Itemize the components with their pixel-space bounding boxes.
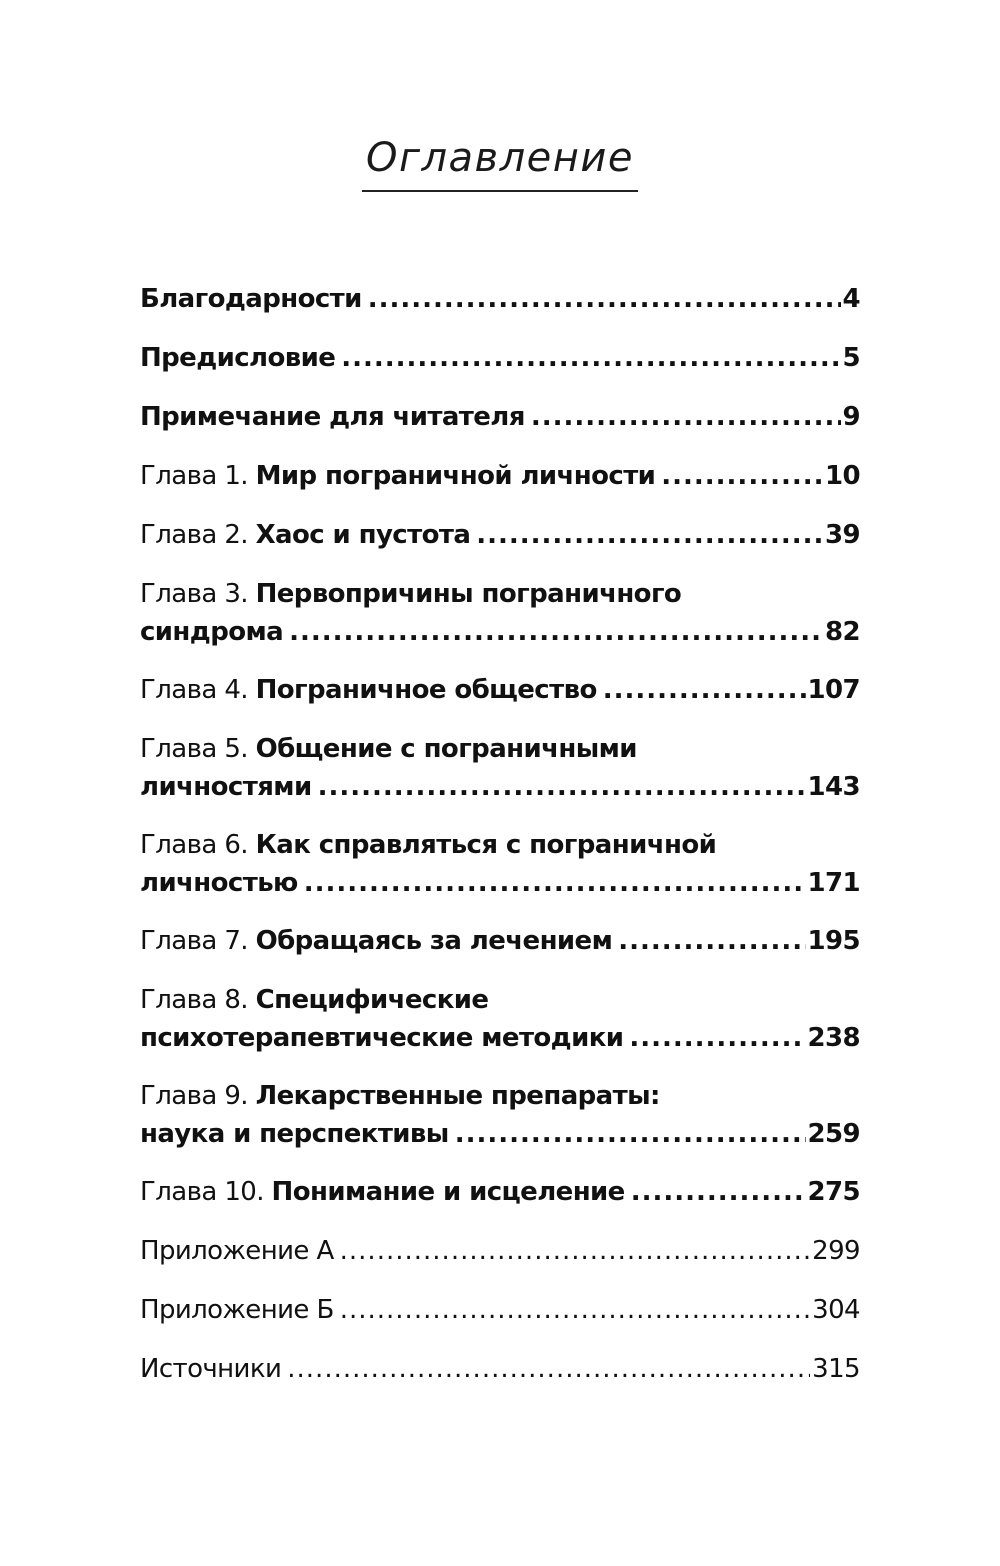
chapter-prefix: Глава 4. [140, 675, 256, 705]
dot-leader [476, 516, 823, 554]
chapter-prefix: Глава 5. [140, 734, 256, 764]
dot-leader [629, 1019, 805, 1057]
dot-leader [341, 339, 840, 377]
toc-entry-title: Обращаясь за лечением [255, 926, 613, 956]
toc-entry-line [140, 1232, 860, 1270]
dot-leader [340, 1232, 811, 1270]
toc-entry-chapter-1[interactable] [140, 457, 860, 495]
toc-entry-chapter-7[interactable] [140, 922, 860, 960]
toc-entry-title: Благодарности [140, 284, 362, 314]
toc-entry-page: 107 [807, 675, 860, 705]
toc-entry-chapter-3[interactable] [140, 575, 860, 651]
toc-entry-chapter-5[interactable] [140, 730, 860, 806]
toc-entry-page: 5 [842, 343, 860, 373]
dot-leader [531, 398, 841, 436]
dot-leader [603, 671, 806, 709]
toc-entry-page: 259 [807, 1119, 860, 1149]
dot-leader [340, 1291, 810, 1329]
chapter-prefix: Глава 7. [140, 926, 256, 956]
chapter-prefix: Глава 1. [140, 461, 256, 491]
toc-entry-page: 143 [807, 772, 860, 802]
toc-entry-line [140, 981, 860, 1019]
chapter-prefix: Глава 9. [140, 1081, 256, 1111]
toc-entry-chapter-6[interactable] [140, 826, 860, 902]
toc-entry-line [140, 339, 860, 377]
toc-entry-line [140, 671, 860, 709]
dot-leader [455, 1115, 806, 1153]
toc-entry-line [140, 1291, 860, 1329]
toc-header [0, 132, 1000, 192]
toc-entry-title: Первопричины пограничного [255, 579, 682, 609]
toc-entry-line [140, 398, 860, 436]
dot-leader [368, 280, 841, 318]
page-title: Оглавление [362, 132, 638, 192]
toc-entry-page: 299 [812, 1236, 860, 1266]
dot-leader [631, 1173, 806, 1211]
toc-entry-chapter-4[interactable] [140, 671, 860, 709]
toc-entry-page: 9 [842, 402, 860, 432]
dot-leader [318, 768, 806, 806]
toc-entry-page: 82 [825, 617, 860, 647]
chapter-prefix: Глава 6. [140, 830, 256, 860]
dot-leader [304, 864, 806, 902]
toc-entry-title: Примечание для читателя [140, 402, 525, 432]
toc-entry-line [140, 1115, 860, 1153]
toc-entry-line [140, 1077, 860, 1115]
toc-entry-reader-note[interactable] [140, 398, 860, 436]
toc-entry-chapter-9[interactable] [140, 1077, 860, 1153]
toc-entry-page: 4 [842, 284, 860, 314]
chapter-prefix: Глава 3. [140, 579, 256, 609]
toc-entry-chapter-10[interactable] [140, 1173, 860, 1211]
toc-entry-line [140, 922, 860, 960]
toc-entry-title: Общение с пограничными [255, 734, 637, 764]
toc-entry-title-cont: личностями [140, 772, 312, 802]
chapter-prefix: Глава 10. [140, 1177, 272, 1207]
dot-leader [287, 1350, 810, 1388]
toc-entry-line [140, 1173, 860, 1211]
toc-entry-title-cont: личностью [140, 868, 298, 898]
toc-entry-line [140, 1350, 860, 1388]
toc-entry-title: Хаос и пустота [255, 520, 471, 550]
table-of-contents [140, 280, 860, 1409]
toc-entry-page: 304 [812, 1295, 860, 1325]
toc-entry-page: 315 [812, 1354, 860, 1384]
toc-entry-title: Понимание и исцеление [271, 1177, 625, 1207]
toc-entry-line [140, 457, 860, 495]
dot-leader [289, 613, 823, 651]
toc-entry-title: Лекарственные препараты: [255, 1081, 660, 1111]
toc-entry-page: 171 [807, 868, 860, 898]
toc-entry-chapter-2[interactable] [140, 516, 860, 554]
toc-entry-line [140, 1019, 860, 1057]
toc-entry-title: Предисловие [140, 343, 336, 373]
toc-entry-line [140, 768, 860, 806]
toc-entry-acknowledgements[interactable] [140, 280, 860, 318]
toc-entry-preface[interactable] [140, 339, 860, 377]
chapter-prefix: Глава 2. [140, 520, 256, 550]
toc-entry-chapter-8[interactable] [140, 981, 860, 1057]
toc-entry-title: Пограничное общество [255, 675, 597, 705]
toc-entry-title-cont: наука и перспективы [140, 1119, 449, 1149]
toc-entry-page: 275 [807, 1177, 860, 1207]
toc-entry-title: Источники [140, 1354, 282, 1384]
dot-leader [661, 457, 823, 495]
toc-entry-title: Специфические [255, 985, 489, 1015]
toc-entry-title: Как справляться с пограничной [255, 830, 717, 860]
dot-leader [618, 922, 805, 960]
toc-entry-title-cont: психотерапевтические методики [140, 1023, 624, 1053]
toc-entry-title: Приложение А [140, 1236, 334, 1266]
toc-entry-line [140, 280, 860, 318]
toc-entry-line [140, 613, 860, 651]
toc-entry-line [140, 575, 860, 613]
toc-entry-line [140, 826, 860, 864]
toc-entry-sources[interactable] [140, 1350, 860, 1388]
toc-entry-appendix-b[interactable] [140, 1291, 860, 1329]
toc-entry-page: 10 [825, 461, 860, 491]
toc-entry-line [140, 864, 860, 902]
toc-entry-title: Мир пограничной личности [255, 461, 656, 491]
toc-entry-title: Приложение Б [140, 1295, 334, 1325]
toc-entry-page: 39 [825, 520, 860, 550]
toc-entry-title-cont: синдрома [140, 617, 284, 647]
chapter-prefix: Глава 8. [140, 985, 256, 1015]
toc-entry-page: 238 [807, 1023, 860, 1053]
toc-entry-line [140, 730, 860, 768]
toc-entry-appendix-a[interactable] [140, 1232, 860, 1270]
toc-entry-page: 195 [807, 926, 860, 956]
toc-entry-line [140, 516, 860, 554]
